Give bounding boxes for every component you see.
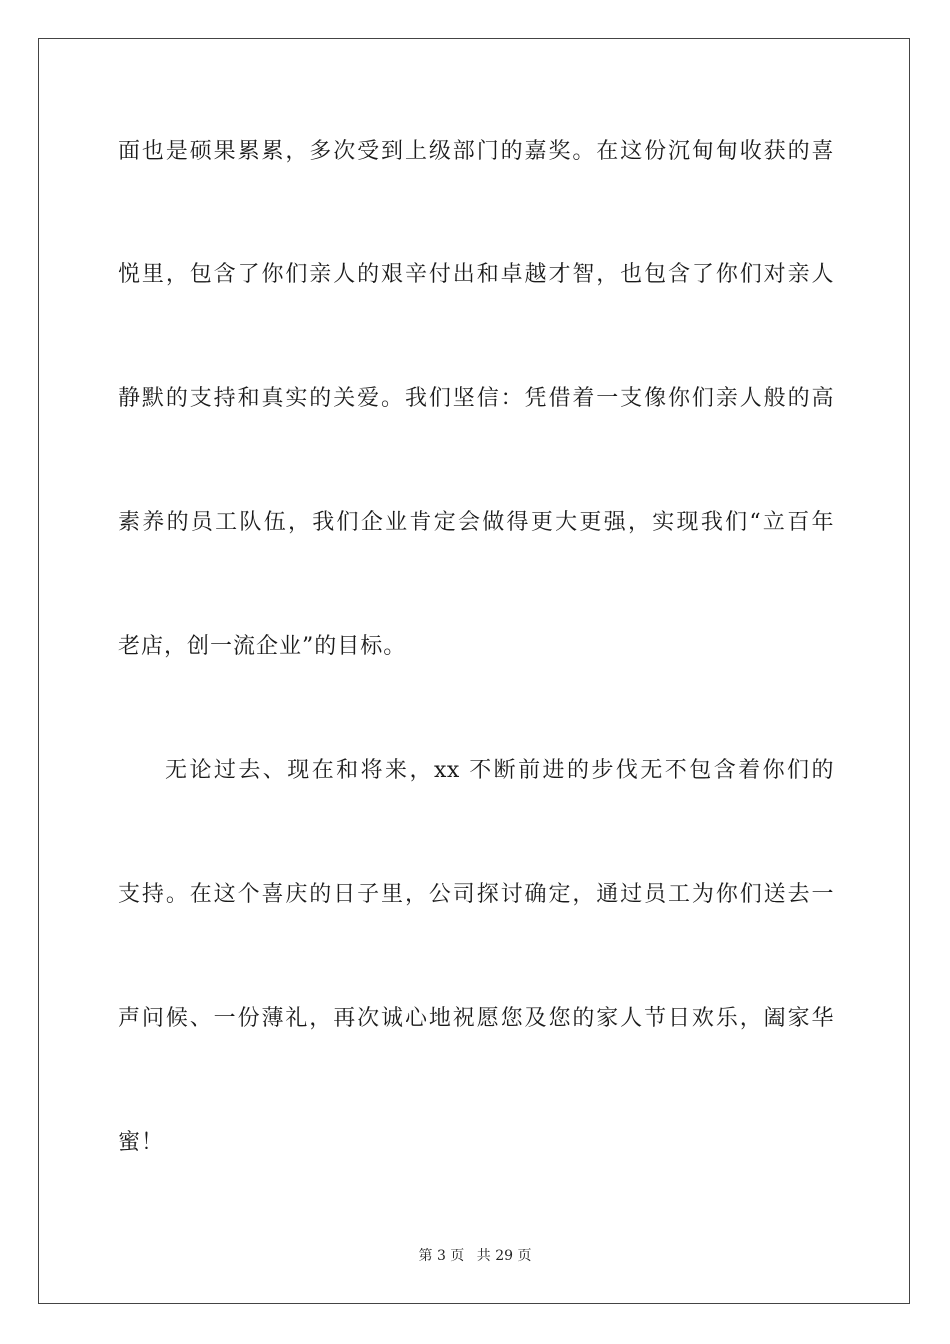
paragraph-1-line-4: 素养的员工队伍，我们企业肯定会做得更大更强，实现我们“立百年 — [118, 510, 834, 535]
paragraph-2-line-4: 蜜！ — [118, 1130, 165, 1155]
page-frame — [38, 38, 910, 1304]
page-number-current: 第 3 页 — [418, 1248, 465, 1264]
paragraph-2-line-3: 声问候、一份薄礼，再次诚心地祝愿您及您的家人节日欢乐，阖家华 — [118, 1006, 834, 1031]
paragraph-1-line-2: 悦里，包含了你们亲人的艰辛付出和卓越才智，也包含了你们对亲人 — [118, 262, 834, 287]
paragraph-2-line-2: 支持。在这个喜庆的日子里，公司探讨确定，通过员工为你们送去一 — [118, 882, 834, 907]
paragraph-2-line-1: 无论过去、现在和将来，xx 不断前进的步伐无不包含着你们的 — [165, 758, 834, 783]
paragraph-1-line-1: 面也是硕果累累，多次受到上级部门的嘉奖。在这份沉甸甸收获的喜 — [118, 139, 834, 164]
paragraph-1-line-3: 静默的支持和真实的关爱。我们坚信：凭借着一支像你们亲人般的高 — [118, 386, 834, 411]
page-number-total: 共 29 页 — [476, 1248, 532, 1264]
paragraph-1-line-5: 老店，创一流企业”的目标。 — [118, 634, 407, 659]
page-footer — [0, 1247, 950, 1265]
